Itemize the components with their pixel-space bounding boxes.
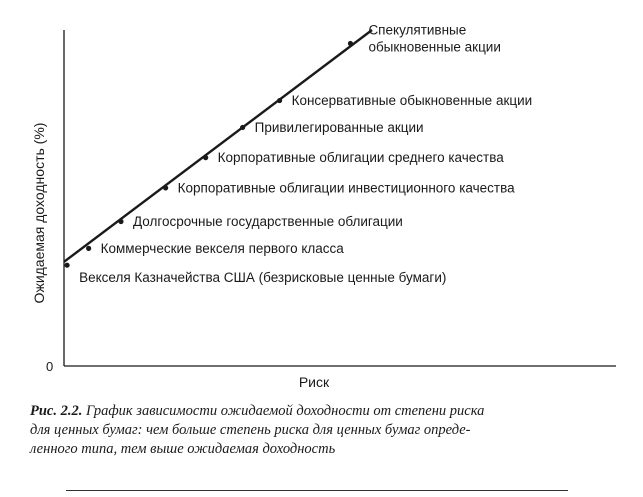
point-label-6: Привилегированные акции bbox=[254, 119, 424, 135]
data-points bbox=[64, 22, 532, 285]
origin-label: 0 bbox=[46, 359, 54, 374]
y-axis-label: Ожидаемая доходность (%) bbox=[31, 122, 47, 304]
caption-line-1: График зависимости ожидаемой доходности от степени риска bbox=[85, 403, 485, 419]
data-point-5 bbox=[203, 155, 208, 160]
point-label-5: Корпоративные облигации среднего качества bbox=[217, 150, 504, 166]
data-point-6 bbox=[240, 125, 245, 130]
point-label-1: Векселя Казначейства США (безрисковые ценные бумаги) bbox=[79, 270, 447, 286]
figure-caption bbox=[30, 402, 620, 459]
data-point-4 bbox=[163, 185, 168, 190]
data-point-8 bbox=[348, 41, 353, 46]
point-label-8-line-2: обыкновенные акции bbox=[368, 39, 501, 55]
data-point-2 bbox=[86, 246, 91, 251]
point-label-8-line-1: Спекулятивные bbox=[368, 22, 467, 38]
caption-line-3: ленного типа, тем выше ожидаемая доходность bbox=[30, 441, 336, 457]
point-label-2: Коммерческие векселя первого класса bbox=[100, 240, 344, 256]
data-point-1 bbox=[64, 263, 69, 268]
point-label-4: Корпоративные облигации инвестиционного качества bbox=[177, 180, 515, 196]
footer-rule bbox=[66, 490, 568, 491]
axes bbox=[64, 30, 616, 366]
data-point-7 bbox=[277, 98, 282, 103]
x-axis-label: Риск bbox=[298, 374, 330, 390]
data-point-3 bbox=[118, 219, 123, 224]
caption-number: Рис. 2.2. bbox=[30, 403, 83, 419]
caption-line-2: для ценных бумаг: чем больше степень риска для ценных бумаг опреде- bbox=[30, 422, 471, 438]
point-label-3: Долгосрочные государственные облигации bbox=[132, 214, 403, 230]
point-label-7: Консервативные обыкновенные акции bbox=[291, 93, 533, 109]
